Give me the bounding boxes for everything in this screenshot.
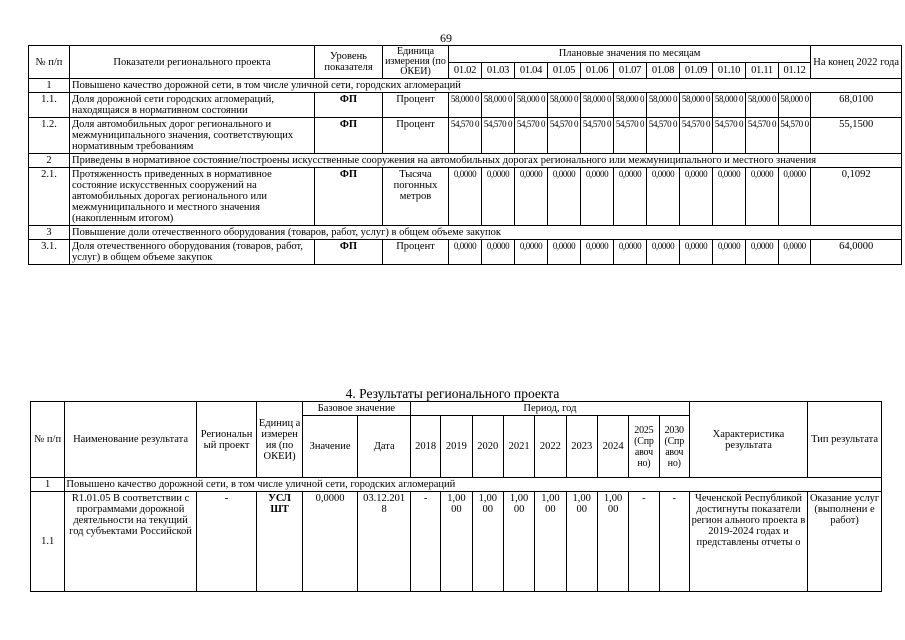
header-month: 01.04 [515, 62, 548, 79]
row-num: 1.2. [29, 118, 70, 154]
row-value: 54,570 0 [713, 118, 746, 154]
r-row-unit: УСЛ ШТ [257, 492, 302, 592]
row-end: 64,0000 [811, 240, 902, 265]
row-value: 0,0000 [746, 240, 779, 265]
row-value: 0,0000 [614, 240, 647, 265]
row-value: 0,0000 [515, 168, 548, 226]
row-value: 0,0000 [713, 240, 746, 265]
header-month: 01.02 [449, 62, 482, 79]
row-value: 58,000 0 [680, 93, 713, 118]
section-row [29, 79, 902, 93]
r-row-year-value: - [659, 492, 689, 592]
r-header-year: 2025 (Спр авоч но) [629, 416, 659, 478]
section-num: 2 [29, 154, 70, 168]
row-value: 54,570 0 [779, 118, 811, 154]
row-value: 58,000 0 [548, 93, 581, 118]
row-value: 0,0000 [647, 240, 680, 265]
r-row-base-date: 03.12.201 8 [358, 492, 411, 592]
r-row-year-value: 1,00 00 [597, 492, 628, 592]
r-header-year: 2023 [566, 416, 597, 478]
results-table [30, 401, 882, 592]
row-value: 58,000 0 [449, 93, 482, 118]
r-row-year-value: 1,00 00 [441, 492, 472, 592]
section-title: Повышение доли отечественного оборудования (товаров, работ, услуг) в общем объеме закупок [70, 226, 902, 240]
section4-title: 4. Результаты регионального проекта [345, 386, 560, 401]
row-value: 0,0000 [581, 168, 614, 226]
row-unit: Процент [383, 240, 449, 265]
header-month: 01.09 [680, 62, 713, 79]
row-value: 58,000 0 [713, 93, 746, 118]
r-header-year: 2018 [410, 416, 440, 478]
header-month: 01.05 [548, 62, 581, 79]
row-value: 54,570 0 [581, 118, 614, 154]
section-num: 1 [29, 79, 70, 93]
page-number: 69 [440, 31, 452, 45]
row-value: 58,000 0 [515, 93, 548, 118]
row-unit: Процент [383, 118, 449, 154]
r-row-base-value: 0,0000 [302, 492, 358, 592]
r-header-type: Тип результата [808, 402, 882, 478]
row-name: Доля отечественного оборудования (товаров, работ, услуг) в общем объеме закупок [70, 240, 315, 265]
row-end: 68,0100 [811, 93, 902, 118]
table-row [29, 118, 902, 154]
r-header-unit: Единиц а измерен ия (по ОКЕИ) [257, 402, 302, 478]
row-value: 58,000 0 [647, 93, 680, 118]
r-row-characteristic: Чеченской Республикой достигнуты показатели регион ального проекта в 2019-2024 годах и представлены отчеты о [689, 492, 807, 592]
header-unit: Единица измерения (по ОКЕИ) [383, 46, 449, 79]
row-value: 58,000 0 [581, 93, 614, 118]
row-level: ФП [315, 93, 383, 118]
row-name: Доля дорожной сети городских агломераций, находящаяся в нормативном состоянии [70, 93, 315, 118]
r-row-year-value: 1,00 00 [566, 492, 597, 592]
table-row [29, 240, 902, 265]
row-num: 2.1. [29, 168, 70, 226]
section-row [29, 226, 902, 240]
r-header-base: Базовое значение [302, 402, 410, 416]
r-row-year-value: - [629, 492, 659, 592]
row-value: 0,0000 [647, 168, 680, 226]
header-month: 01.11 [746, 62, 779, 79]
row-value: 54,570 0 [647, 118, 680, 154]
row-value: 58,000 0 [614, 93, 647, 118]
r-header-regional: Региональн ый проект [196, 402, 257, 478]
header-month: 01.12 [779, 62, 811, 79]
r-header-year: 2019 [441, 416, 472, 478]
table-row [29, 168, 902, 226]
row-value: 0,0000 [581, 240, 614, 265]
row-value: 0,0000 [680, 168, 713, 226]
header-end: На конец 2022 года [811, 46, 902, 79]
header-month: 01.06 [581, 62, 614, 79]
header-level: Уровень показателя [315, 46, 383, 79]
row-value: 0,0000 [779, 240, 811, 265]
header-indicator: Показатели регионального проекта [70, 46, 315, 79]
row-level: ФП [315, 240, 383, 265]
row-value: 54,570 0 [515, 118, 548, 154]
row-name: Протяженность приведенных в нормативное состояние искусственных сооружений на автомобильных дорогах регионального или межмуниципального и местного значения (накопленным итогом) [70, 168, 315, 226]
header-month: 01.03 [482, 62, 515, 79]
row-value: 54,570 0 [614, 118, 647, 154]
row-value: 54,570 0 [548, 118, 581, 154]
r-row-num: 1.1 [31, 492, 65, 592]
r-header-year: 2030 (Спр авоч но) [659, 416, 689, 478]
row-value: 0,0000 [614, 168, 647, 226]
header-month: 01.08 [647, 62, 680, 79]
r-header-year: 2024 [597, 416, 628, 478]
row-value: 0,0000 [449, 168, 482, 226]
r-row-regional: - [196, 492, 257, 592]
section-title: Повышено качество дорожной сети, в том числе уличной сети, городских агломераций [70, 79, 902, 93]
row-value: 0,0000 [482, 168, 515, 226]
row-value: 0,0000 [482, 240, 515, 265]
row-level: ФП [315, 118, 383, 154]
row-value: 58,000 0 [746, 93, 779, 118]
r-row-name: R1.01.05 В соответствии с программами дорожной деятельности на текущий год субъектами Российской [65, 492, 196, 592]
r-row-type: Оказание услуг (выполнени е работ) [808, 492, 882, 592]
row-end: 0,1092 [811, 168, 902, 226]
r-header-year: 2022 [535, 416, 566, 478]
row-value: 0,0000 [515, 240, 548, 265]
r-header-num: № п/п [31, 402, 65, 478]
header-plan: Плановые значения по месяцам [449, 46, 811, 63]
row-value: 0,0000 [449, 240, 482, 265]
row-value: 0,0000 [680, 240, 713, 265]
row-level: ФП [315, 168, 383, 226]
row-unit: Тысяча погонных метров [383, 168, 449, 226]
row-num: 3.1. [29, 240, 70, 265]
row-value: 54,570 0 [746, 118, 779, 154]
row-value: 0,0000 [548, 240, 581, 265]
section-row [29, 154, 902, 168]
r-row-year-value: 1,00 00 [503, 492, 534, 592]
row-unit: Процент [383, 93, 449, 118]
r-header-year: 2020 [472, 416, 503, 478]
r-header-characteristic: Характеристика результата [689, 402, 807, 478]
row-num: 1.1. [29, 93, 70, 118]
row-value: 0,0000 [713, 168, 746, 226]
row-value: 54,570 0 [482, 118, 515, 154]
row-value: 0,0000 [779, 168, 811, 226]
header-month: 01.07 [614, 62, 647, 79]
r-header-base-date: Дата [358, 416, 411, 478]
r-row-year-value: - [410, 492, 440, 592]
row-value: 0,0000 [746, 168, 779, 226]
header-num: № п/п [29, 46, 70, 79]
section-num: 3 [29, 226, 70, 240]
section-title: Приведены в нормативное состояние/построены искусственные сооружения на автомобильных дорогах регионального или межмуниципального и местного значения [70, 154, 902, 168]
row-value: 0,0000 [548, 168, 581, 226]
r-section-title: Повышено качество дорожной сети, в том числе уличной сети, городских агломераций [65, 478, 882, 492]
row-name: Доля автомобильных дорог регионального и межмуниципального значения, соответствующих нормативным требованиям [70, 118, 315, 154]
indicators-table [28, 45, 902, 265]
r-row-year-value: 1,00 00 [472, 492, 503, 592]
r-header-period: Период, год [410, 402, 689, 416]
table-row [29, 93, 902, 118]
r-row-year-value: 1,00 00 [535, 492, 566, 592]
header-month: 01.10 [713, 62, 746, 79]
r-header-base-value: Значение [302, 416, 358, 478]
row-end: 55,1500 [811, 118, 902, 154]
r-header-year: 2021 [503, 416, 534, 478]
r-section-num: 1 [31, 478, 65, 492]
row-value: 58,000 0 [482, 93, 515, 118]
row-value: 54,570 0 [680, 118, 713, 154]
row-value: 54,570 0 [449, 118, 482, 154]
row-value: 58,000 0 [779, 93, 811, 118]
r-header-name: Наименование результата [65, 402, 196, 478]
